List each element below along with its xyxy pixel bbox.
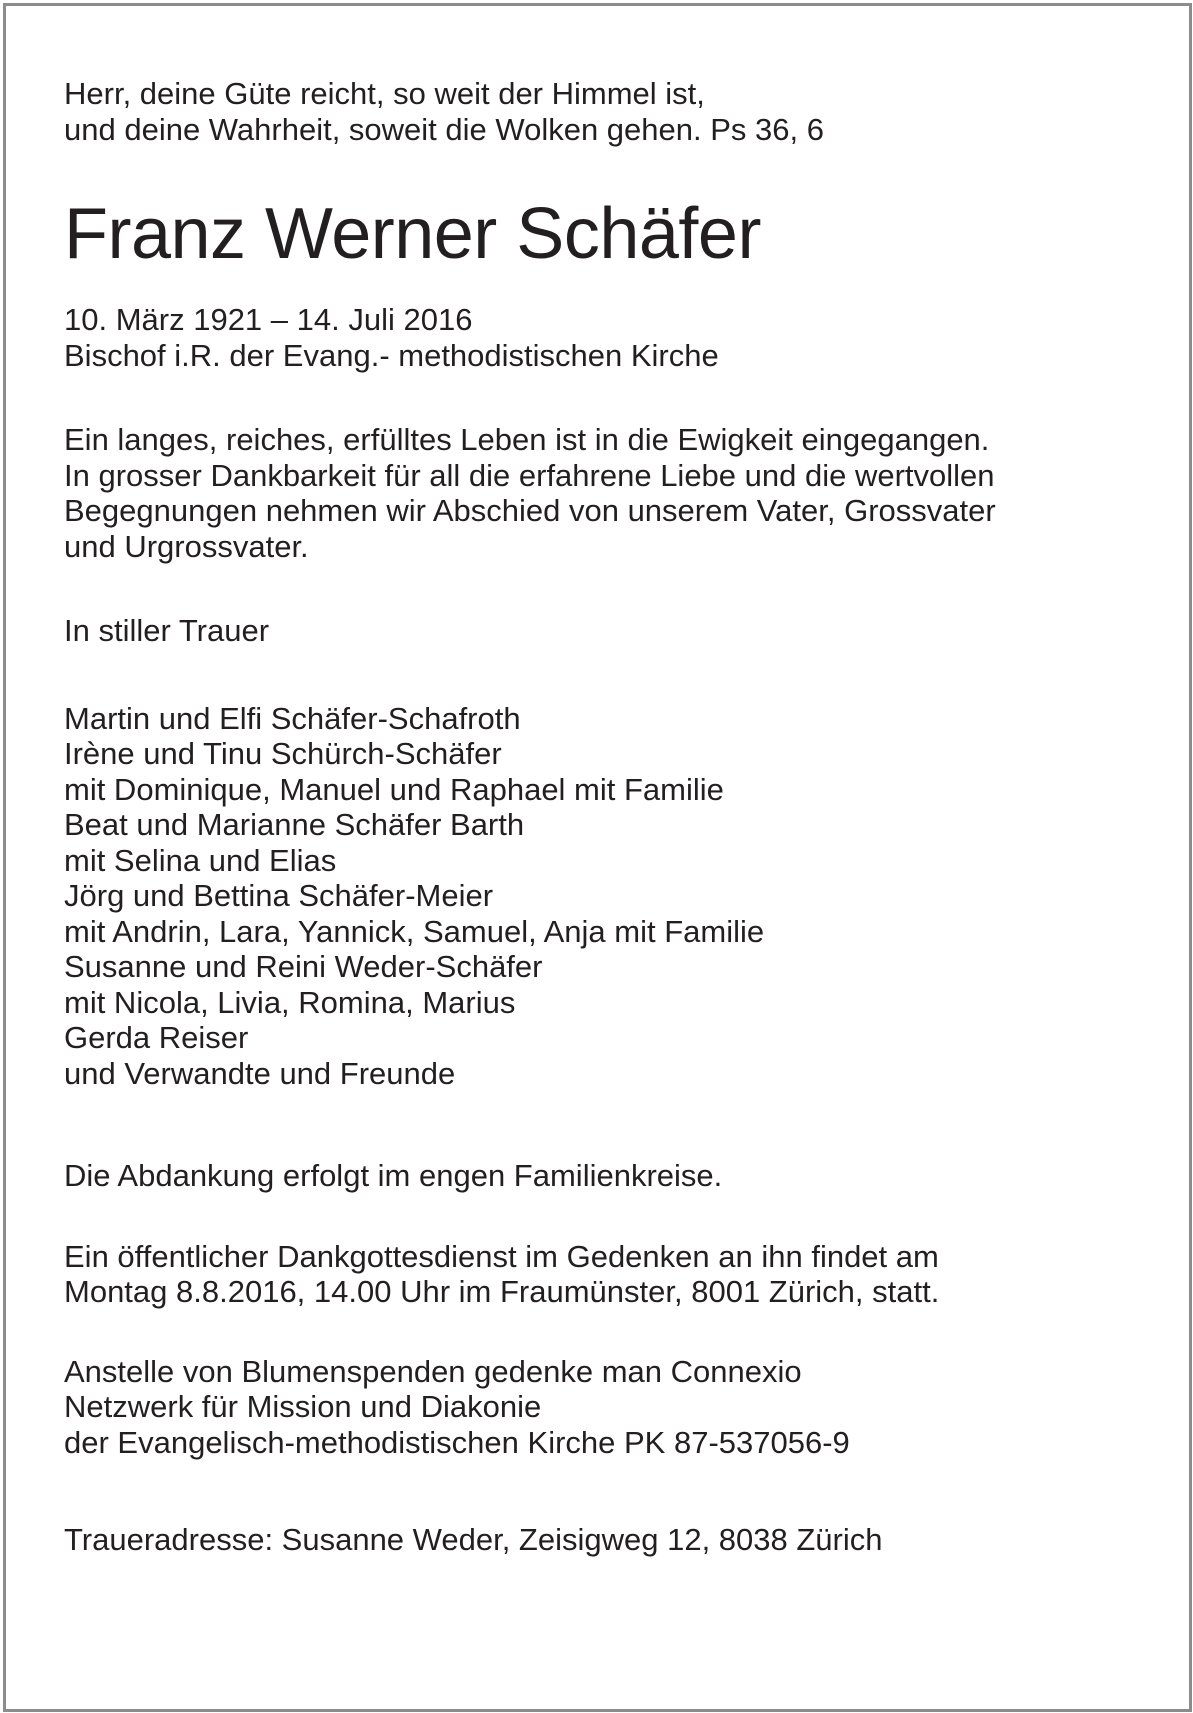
tribute-line: Ein langes, reiches, erfülltes Leben ist in die Ewigkeit eingegangen.	[64, 422, 990, 457]
service-line: Ein öffentlicher Dankgottesdienst im Gedenken an ihn findet am	[64, 1238, 939, 1274]
life-details	[64, 302, 1144, 373]
family-member: mit Selina und Elias	[64, 842, 337, 878]
family-member: mit Dominique, Manuel und Raphael mit Familie	[64, 771, 724, 807]
mourning-line: In stiller Trauer	[64, 613, 270, 648]
tribute-line: Begegnungen nehmen wir Abschied von unserem Vater, Grossvater	[64, 493, 996, 528]
family-member: mit Andrin, Lara, Yannick, Samuel, Anja mit Familie	[64, 913, 765, 949]
family-member: Beat und Marianne Schäfer Barth	[64, 807, 525, 842]
family-member: und Verwandte und Freunde	[64, 1055, 456, 1091]
bible-verse	[64, 76, 1144, 147]
family-member: Susanne und Reini Weder-Schäfer	[64, 949, 543, 984]
mourning-address: Traueradresse: Susanne Weder, Zeisigweg 12, 8038 Zürich	[64, 1522, 883, 1557]
obituary-content	[64, 76, 1144, 1558]
tribute-line: In grosser Dankbarkeit für all die erfahrene Liebe und die wertvollen	[64, 457, 995, 493]
tribute-paragraph	[64, 422, 1144, 564]
donation-line: Anstelle von Blumenspenden gedenke man Connexio	[64, 1353, 802, 1389]
donation-note	[64, 1354, 1144, 1461]
family-member: Gerda Reiser	[64, 1020, 249, 1055]
memorial-service	[64, 1239, 1144, 1310]
deceased-name: Franz Werner Schäfer	[64, 194, 761, 274]
family-member: mit Nicola, Livia, Romina, Marius	[64, 984, 516, 1020]
family-member: Jörg und Bettina Schäfer-Meier	[64, 878, 494, 913]
service-line: Montag 8.8.2016, 14.00 Uhr im Fraumünster, 8001 Zürich, statt.	[64, 1274, 940, 1309]
donation-line: der Evangelisch-methodistischen Kirche PK 87-537056-9	[64, 1424, 850, 1460]
family-list	[64, 701, 1144, 1092]
family-member: Irène und Tinu Schürch-Schäfer	[64, 736, 502, 771]
life-title: Bischof i.R. der Evang.- methodistischen Kirche	[64, 337, 719, 373]
life-dates: 10. März 1921 – 14. Juli 2016	[64, 302, 473, 337]
tribute-line: und Urgrossvater.	[64, 528, 309, 564]
family-member: Martin und Elfi Schäfer-Schafroth	[64, 700, 521, 736]
verse-line: und deine Wahrheit, soweit die Wolken gehen. Ps 36, 6	[64, 111, 824, 147]
ceremony-note: Die Abdankung erfolgt im engen Familienkreise.	[64, 1158, 723, 1193]
obituary-frame	[3, 3, 1192, 1712]
donation-line: Netzwerk für Mission und Diakonie	[64, 1389, 542, 1424]
verse-line: Herr, deine Güte reicht, so weit der Himmel ist,	[64, 76, 705, 111]
